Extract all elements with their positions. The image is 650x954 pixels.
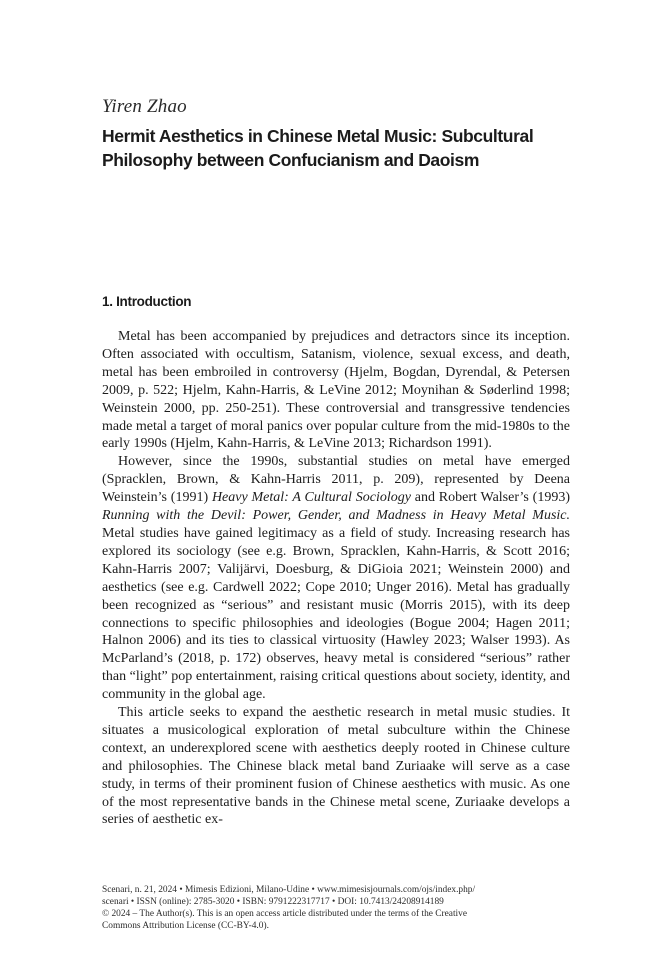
- article-title-line-2: Philosophy between Confucianism and Daoism: [102, 150, 480, 170]
- publication-footer: [102, 884, 572, 932]
- article-title-line-1: Hermit Aesthetics in Chinese Metal Music: Subcultural: [102, 126, 534, 146]
- paragraph-2: [102, 453, 570, 704]
- book-title-running-with-the-devil: Running with the Devil: Power, Gender, and Madness in Heavy Metal Music.: [102, 508, 570, 524]
- paragraph-2-text-a: However, since the 1990s, substantial studies on metal have emerged (Spracklen, Brown, & Kahn-Harris 2011, p. 209), represented by Deena Weinstein’s (1991): [102, 454, 570, 506]
- paragraph-2-text-c: Metal studies have gained legitimacy as a field of study. Increasing research has explored its sociology (see e.g. Brown, Spracklen, Kahn-Harris, & Scott 2016; Kahn-Harris 2007; Valijärvi, Doesburg, & DiGioia 2021; Weinstein 2000) and aesthetics (see e.g. Cardwell 2022; Cope 2010; Unger 2016). Metal has gradually been recognized as “serious” and resistant music (Morris 2015), with its deep connections to specific philosophies and ideologies (Bogue 2004; Hagen 2011; Halnon 2006) and its ties to classical virtuosity (Hawley 2023; Walser 1993). As McParland’s (2018, p. 172) observes, heavy metal is considered “serious” rather than “light” pop entertainment, raising critical questions about society, identity, and community in the global age.: [102, 525, 570, 703]
- paragraph-3: This article seeks to expand the aesthetic research in metal music studies. It situates a musicological exploration of metal subculture within the Chinese context, an underexplored scene with aesthetics deeply rooted in Chinese culture and philosophies. The Chinese black metal band Zuriaake will serve as a case study, in terms of their prominent fusion of Chinese aesthetics with music. As one of the most representative bands in the Chinese metal scene, Zuriaake develops a series of aesthetic ex-: [102, 705, 570, 828]
- article-title: [102, 124, 572, 172]
- footer-line-2: scenari • ISSN (online): 2785-3020 • ISBN: 9791222317717 • DOI: 10.7413/24208914189: [102, 897, 444, 907]
- paragraph-2-text-b: and Robert Walser’s (1993): [410, 490, 570, 506]
- book-title-heavy-metal: Heavy Metal: A Cultural Sociology: [211, 490, 411, 506]
- footer-line-4: Commons Attribution License (CC-BY-4.0).: [102, 921, 269, 931]
- footer-line-3: © 2024 – The Author(s). This is an open access article distributed under the terms of the Creative: [102, 909, 468, 919]
- author-name: Yiren Zhao: [102, 96, 187, 117]
- footer-line-1: Scenari, n. 21, 2024 • Mimesis Edizioni, Milano-Udine • www.mimesisjournals.com/ojs/index.php/: [102, 885, 476, 895]
- section-heading: 1. Introduction: [102, 294, 192, 309]
- paragraph-1: Metal has been accompanied by prejudices and detractors since its inception. Often associated with occultism, Satanism, violence, sexual excess, and death, metal has been embroiled in controversy (Hjelm, Bogdan, Dyrendal, & Petersen 2009, p. 522; Hjelm, Kahn-Harris, & LeVine 2012; Moynihan & Søderlind 1998; Weinstein 2000, pp. 250-251). These controversial and transgressive tendencies made metal a target of moral panics over popular culture from the mid-1980s to the early 1990s (Hjelm, Kahn-Harris, & LeVine 2013; Richardson 1991).: [102, 329, 570, 452]
- article-body: [102, 328, 570, 829]
